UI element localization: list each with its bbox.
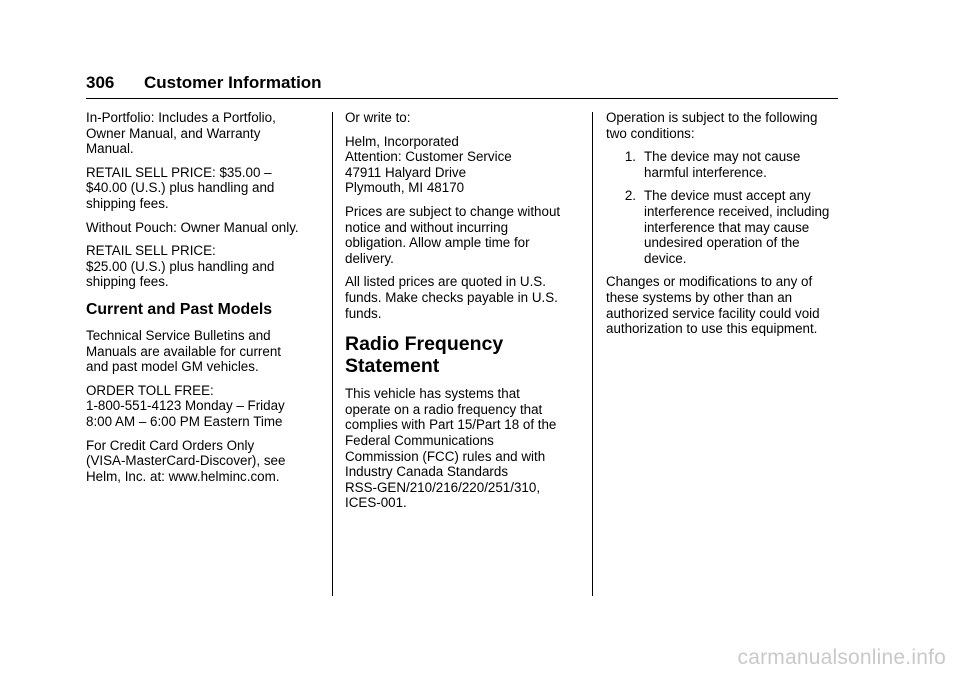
column-3 <box>606 110 838 345</box>
paragraph-in-portfolio: In-Portfolio: Includes a Portfolio, Owner Manual, and Warranty Manual. <box>86 110 276 157</box>
paragraph-without-pouch: Without Pouch: Owner Manual only. <box>86 219 299 235</box>
page-header <box>86 71 838 95</box>
conditions-list <box>606 149 838 266</box>
column-divider-2 <box>592 112 593 596</box>
page-number: 306 <box>86 73 115 92</box>
heading-radio-frequency: Radio Frequency Statement <box>345 333 504 378</box>
paragraph-order-toll-free: ORDER TOLL FREE: 1-800-551-4123 Monday – Friday 8:00 AM – 6:00 PM Eastern Time <box>86 382 285 429</box>
column-2 <box>345 110 581 519</box>
list-item <box>606 188 838 266</box>
list-item-number: 1. <box>624 149 636 165</box>
paragraph-conditions: Operation is subject to the following two conditions: <box>606 110 818 141</box>
column-divider-1 <box>332 112 333 596</box>
paragraph-price-change: Prices are subject to change without notice and without incurring obligation. Allow ample time for delivery. <box>345 203 561 266</box>
paragraph-address: Helm, Incorporated Attention: Customer Service 47911 Halyard Drive Plymouth, MI 48170 <box>345 133 512 196</box>
heading-current-past-models: Current and Past Models <box>86 300 273 318</box>
paragraph-radio-systems: This vehicle has systems that operate on a radio frequency that complies with Part 15/Part 18 of the Federal Communications Commission (FCC) rules and with Industry Canada Standards RSS-GEN/210/216/220/251/310, ICES-001. <box>345 386 557 511</box>
paragraph-retail-price-2: RETAIL SELL PRICE: $25.00 (U.S.) plus handling and shipping fees. <box>86 243 275 290</box>
paragraph-retail-price-1: RETAIL SELL PRICE: $35.00 – $40.00 (U.S.) plus handling and shipping fees. <box>86 164 275 211</box>
paragraph-bulletins: Technical Service Bulletins and Manuals are available for current and past model GM vehicles. <box>86 327 282 375</box>
section-title: Customer Information <box>144 73 322 92</box>
list-item-text: The device may not cause harmful interference. <box>644 149 801 180</box>
paragraph-modifications: Changes or modifications to any of these systems by other than an authorized service facility could void authorization to use this equipment. <box>606 274 820 337</box>
list-item-text: The device must accept any interference received, including interference that may cause undesired operation of the device. <box>644 188 830 266</box>
column-1 <box>86 110 322 492</box>
paragraph-credit-card: For Credit Card Orders Only (VISA-MasterCard-Discover), see Helm, Inc. at: www.helminc.com. <box>86 437 286 484</box>
list-item-number: 2. <box>624 188 636 204</box>
paragraph-us-funds: All listed prices are quoted in U.S. funds. Make checks payable in U.S. funds. <box>345 274 558 321</box>
paragraph-write-to: Or write to: <box>345 110 411 125</box>
list-item <box>606 149 838 180</box>
header-rule <box>86 98 838 99</box>
watermark: carmanualsonline.info <box>737 646 946 669</box>
